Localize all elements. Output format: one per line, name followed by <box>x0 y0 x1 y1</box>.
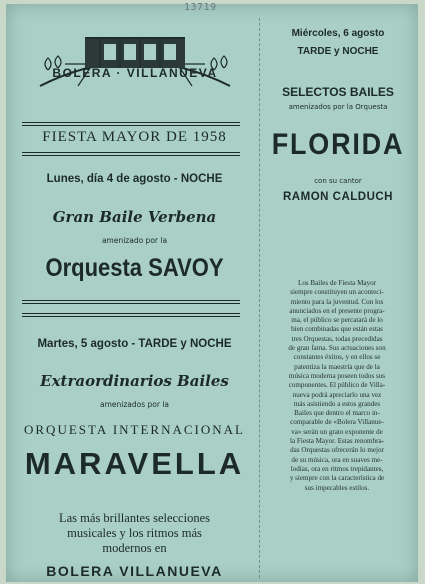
selectos-bailes: SELECTOS BAILES <box>282 85 394 99</box>
rule-fiesta-1 <box>22 152 240 153</box>
lunes-date: Lunes, día 4 de agosto - NOCHE <box>46 173 223 185</box>
fiesta-title: FIESTA MAYOR DE 1958 <box>42 129 227 145</box>
paragraph-line: la Fiesta Mayor. Estas renombra- <box>290 437 384 446</box>
amenizados-label: amenizados por la Orquesta <box>288 103 388 111</box>
paragraph-line: tres Orquestas, todas precedidas <box>291 334 383 343</box>
paragraph-line: anunciados en el presente progra- <box>289 306 385 315</box>
ramon-calduch: RAMON CALDUCH <box>283 191 393 203</box>
orquesta-internacional: ORQUESTA INTERNACIONAL <box>24 422 245 437</box>
archive-mark: 13719 <box>184 2 217 13</box>
paragraph-line: va» serán un grato exponente de <box>291 427 383 436</box>
paragraph-line: Los Bailes de Fiesta Mayor <box>297 279 377 287</box>
brillantes-line: modernos en <box>102 541 167 555</box>
martes-date: Martes, 5 agosto - TARDE y NOCHE <box>37 338 232 350</box>
paragraph-line: de su música, ora en suaves me- <box>291 455 383 464</box>
gran-baile-verbena: Gran Baile Verbena <box>52 208 217 226</box>
paragraph-line: Bailes que dentro el marco in- <box>294 409 380 418</box>
miercoles-date: Miércoles, 6 agosto <box>291 28 385 39</box>
paragraph-line: de gran fama. Sus actuaciones son <box>288 344 386 353</box>
brillantes-line: Las más brillantes selecciones <box>59 511 210 525</box>
paragraph-line: nueva podrá apreciarlo una vez <box>292 390 382 399</box>
rule-fiesta-2 <box>22 155 240 156</box>
paragraph-line: ma, el público se percatará de lo <box>291 316 383 325</box>
paragraph-line: constantes éxitos, y en ellos se <box>293 353 381 362</box>
rule-top-1 <box>22 122 240 123</box>
maravella-title: MARAVELLA <box>24 446 245 481</box>
paragraph-line: componentes. El público de Villa- <box>288 381 386 390</box>
amenizado-label-1: amenizado por la <box>101 236 168 245</box>
paragraph-line: siempre constituyen un aconteci- <box>290 288 384 297</box>
paragraph-line: miento para la juventud. Con los <box>290 297 384 306</box>
description-paragraph <box>268 279 406 493</box>
amenizado-label-2: amenizados por la <box>99 400 170 409</box>
orquesta-florida: FLORIDA <box>271 128 405 161</box>
paragraph-line: y siempre con la característica de <box>289 474 385 483</box>
paragraph-line: más asistiendo a estos grandes <box>293 399 381 408</box>
paragraph-line: comparable de «Bolera Villanue- <box>290 418 384 427</box>
bolera-villanueva: BOLERA VILLANUEVA <box>46 563 223 579</box>
bolera-logo <box>30 24 240 98</box>
rule-mid-3 <box>22 313 240 314</box>
rule-mid-4 <box>22 316 240 317</box>
column-divider <box>259 18 261 578</box>
brillantes-line: musicales y los ritmos más <box>67 526 202 540</box>
brillantes-text <box>22 511 247 556</box>
extraordinarios-bailes: Extraordinarios Bailes <box>40 372 229 390</box>
logo-name: BOLERA · VILLANUEVA <box>52 66 218 80</box>
rule-mid-1 <box>22 300 240 301</box>
paragraph-line: patentiza la maestría que de la <box>294 362 380 371</box>
paragraph-line: lodías, ora en ritmos trepidantes, <box>290 464 384 473</box>
rule-mid-2 <box>22 303 240 304</box>
paragraph-line: sus impecables estilos. <box>304 483 370 492</box>
cantor-label: con su cantor <box>314 177 362 185</box>
orquesta-savoy: Orquesta SAVOY <box>45 254 224 282</box>
paragraph-line: bien combinadas que están estas <box>291 325 383 334</box>
paragraph-line: música moderna poseen todos sus <box>288 371 386 380</box>
rule-top-2 <box>22 125 240 126</box>
tarde-noche: TARDE y NOCHE <box>297 46 379 57</box>
paragraph-line: das Orquestas ofrecerán lo mejor <box>290 446 384 455</box>
